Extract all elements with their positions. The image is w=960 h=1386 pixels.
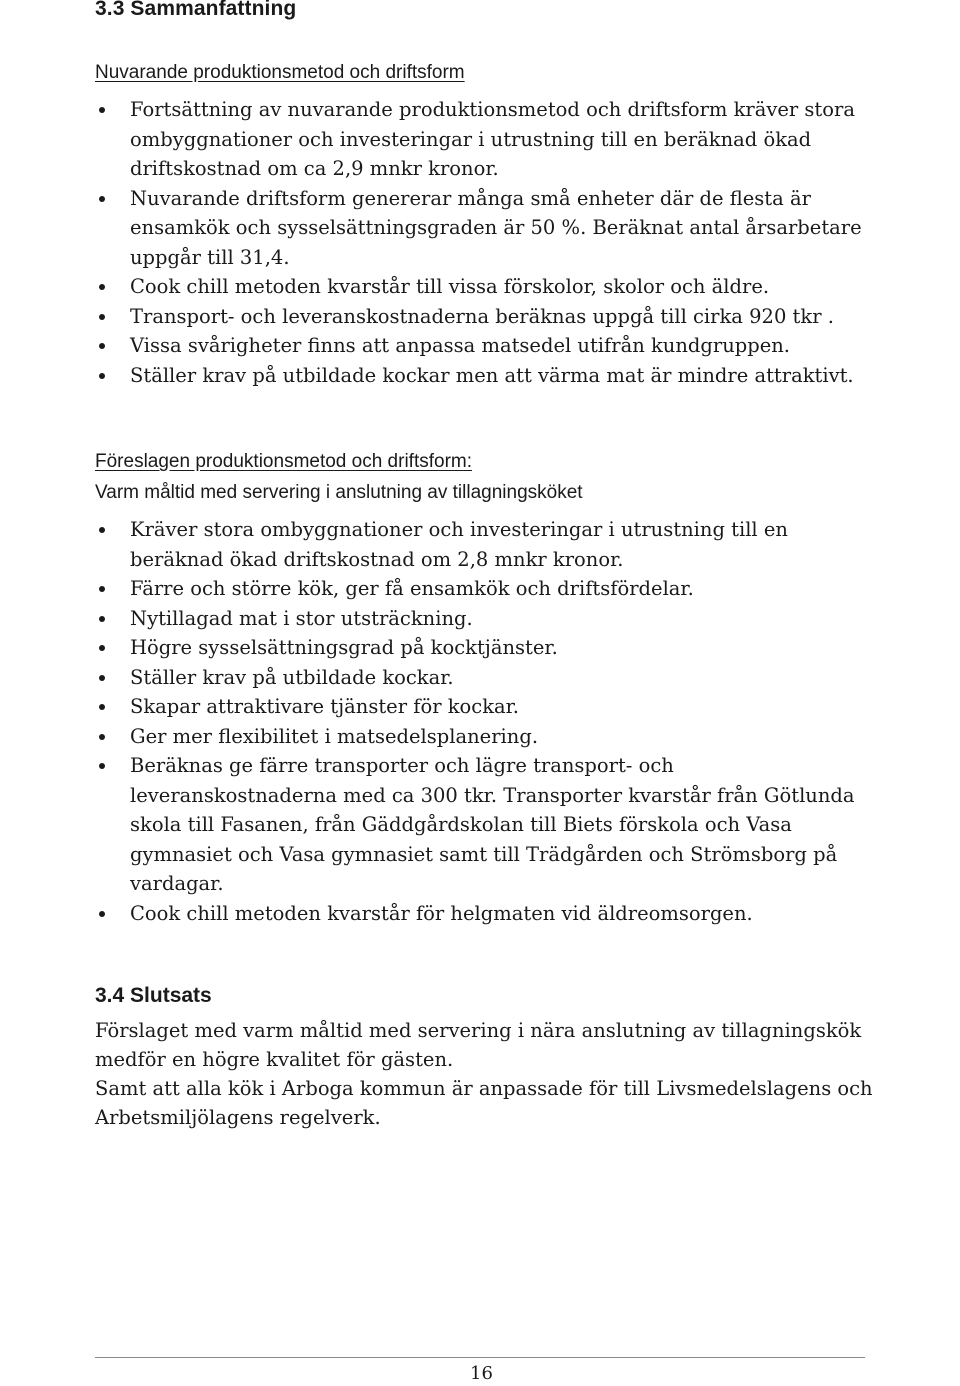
- list-item: [95, 302, 875, 332]
- bullet-icon: [99, 586, 105, 592]
- current-method-bullet-list: [95, 95, 875, 390]
- bullet-text: Cook chill metoden kvarstår till vissa förskolor, skolor och äldre.: [130, 275, 770, 298]
- bullet-text: Vissa svårigheter finns att anpassa matsedel utifrån kundgruppen.: [130, 334, 791, 357]
- bullet-text: Ställer krav på utbildade kockar.: [130, 665, 454, 689]
- bullet-text: Ställer krav på utbildade kockar men att värma mat är mindre attraktivt.: [130, 363, 854, 387]
- proposed-method-subtitle: Varm måltid med servering i anslutning av tillagningsköket: [95, 482, 583, 503]
- bullet-text: Kräver stora ombyggnationer och investeringar i utrustning till en beräknad ökad driftskostnad om 2,8 mnkr kronor.: [130, 518, 788, 571]
- list-item: [95, 899, 875, 929]
- bullet-icon: [99, 343, 105, 349]
- bullet-icon: [99, 675, 105, 681]
- list-item: [95, 751, 875, 899]
- list-item: [95, 633, 875, 663]
- bullet-icon: [99, 527, 105, 533]
- bullet-icon: [99, 284, 105, 290]
- list-item: [95, 722, 875, 752]
- footer-divider: [95, 1357, 865, 1358]
- bullet-icon: [99, 196, 105, 202]
- bullet-icon: [99, 645, 105, 651]
- bullet-icon: [99, 911, 105, 917]
- bullet-text: Nytillagad mat i stor utsträckning.: [130, 606, 473, 630]
- bullet-text: Färre och större kök, ger få ensamkök och driftsfördelar.: [130, 577, 694, 600]
- page-number: 16: [470, 1363, 493, 1384]
- bullet-text: Beräknas ge färre transporter och lägre transport- och leveranskostnaderna med ca 300 tkr. Transporter kvarstår från Götlunda skola till Fasanen, från Gäddgårdskolan till Biets förskola och Vasa gymnasiet och Vasa gymnasiet samt till Trädgården och Strömsborg på vardagar.: [130, 754, 855, 895]
- list-item: [95, 515, 875, 574]
- conclusion-paragraph-2: Samt att alla kök i Arboga kommun är anpassade för till Livsmedelslagens och Arbetsmiljölagens regelverk.: [95, 1077, 873, 1129]
- bullet-icon: [99, 763, 105, 769]
- conclusion-paragraph-1: Förslaget med varm måltid med servering i nära anslutning av tillagningskök medför en högre kvalitet för gästen.: [95, 1019, 862, 1071]
- bullet-text: Nuvarande driftsform genererar många små enheter där de flesta är ensamkök och sysselsättningsgraden är 50 %. Beräknat antal årsarbetare uppgår till 31,4.: [130, 186, 862, 269]
- section-heading-slutsats: 3.4 Slutsats: [95, 984, 212, 1007]
- bullet-icon: [99, 616, 105, 622]
- list-item: [95, 604, 875, 634]
- bullet-text: Fortsättning av nuvarande produktionsmetod och driftsform kräver stora ombyggnationer och investeringar i utrustning till en beräknad ökad driftskostnad om ca 2,9 mnkr kronor.: [130, 98, 855, 180]
- list-item: [95, 574, 875, 604]
- bullet-text: Cook chill metoden kvarstår för helgmaten vid äldreomsorgen.: [130, 901, 753, 925]
- bullet-text: Skapar attraktivare tjänster för kockar.: [130, 695, 520, 718]
- bullet-text: Högre sysselsättningsgrad på kocktjänster.: [130, 636, 558, 659]
- bullet-icon: [99, 314, 105, 320]
- current-method-title: Nuvarande produktionsmetod och driftsform: [95, 62, 465, 83]
- proposed-method-bullet-list: [95, 515, 875, 928]
- proposed-method-title: Föreslagen produktionsmetod och driftsform:: [95, 451, 473, 472]
- list-item: [95, 184, 875, 273]
- list-item: [95, 272, 875, 302]
- list-item: [95, 95, 875, 184]
- list-item: [95, 331, 875, 361]
- list-item: [95, 663, 875, 693]
- bullet-icon: [99, 734, 105, 740]
- bullet-text: Transport- och leveranskostnaderna beräknas uppgå till cirka 920 tkr .: [130, 304, 834, 328]
- section-heading-sammanfattning: 3.3 Sammanfattning: [95, 0, 297, 20]
- bullet-icon: [99, 373, 105, 379]
- list-item: [95, 361, 875, 391]
- list-item: [95, 692, 875, 722]
- bullet-icon: [99, 107, 105, 113]
- bullet-text: Ger mer flexibilitet i matsedelsplanering.: [130, 724, 539, 748]
- bullet-icon: [99, 704, 105, 710]
